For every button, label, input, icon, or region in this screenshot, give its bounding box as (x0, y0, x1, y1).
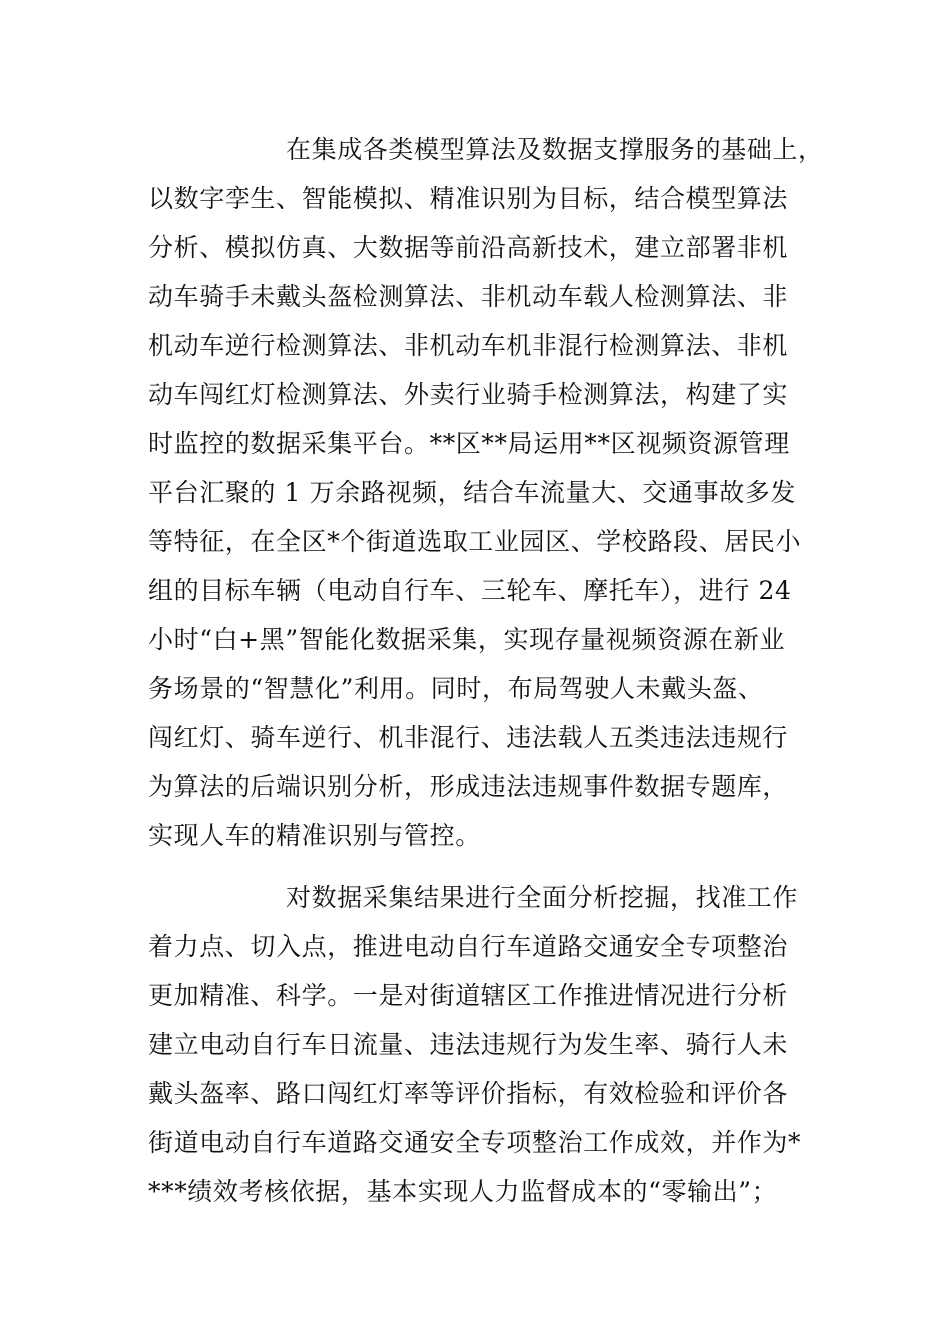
text-line: 机动车逆行检测算法、非机动车机非混行检测算法、非机 (148, 331, 789, 360)
text-line: 在集成各类模型算法及数据支撑服务的基础上， (286, 135, 824, 164)
text-line: ***绩效考核依据，基本实现人力监督成本的“零输出”； (148, 1177, 778, 1206)
text-line: 以数字孪生、智能模拟、精准识别为目标，结合模型算法 (148, 184, 789, 213)
text-line: 动车闯红灯检测算法、外卖行业骑手检测算法，构建了实 (148, 380, 789, 409)
text-line: 等特征，在全区*个街道选取工业园区、学校路段、居民小 (148, 527, 802, 556)
text-line: 分析、模拟仿真、大数据等前沿高新技术，建立部署非机 (148, 233, 789, 262)
text-line: 着力点、切入点，推进电动自行车道路交通安全专项整治 (148, 932, 789, 961)
text-line: 实现人车的精准识别与管控。 (148, 821, 481, 850)
text-line: 街道电动自行车道路交通安全专项整治工作成效，并作为* (148, 1128, 802, 1157)
text-line: 更加精准、科学。一是对街道辖区工作推进情况进行分析 (148, 981, 789, 1010)
text-line: 戴头盔率、路口闯红灯率等评价指标，有效检验和评价各 (148, 1079, 789, 1108)
text-line: 闯红灯、骑车逆行、机非混行、违法载人五类违法违规行 (148, 723, 789, 752)
text-line: 对数据采集结果进行全面分析挖掘，找准工作 (286, 883, 799, 912)
text-line: 务场景的“智慧化”利用。同时，布局驾驶人未戴头盔、 (148, 674, 764, 703)
text-line: 动车骑手未戴头盔检测算法、非机动车载人检测算法、非 (148, 282, 789, 311)
text-line: 为算法的后端识别分析，形成违法违规事件数据专题库， (148, 772, 789, 801)
text-line: 小时“白+黑”智能化数据采集，实现存量视频资源在新业 (148, 625, 786, 654)
text-line: 建立电动自行车日流量、违法违规行为发生率、骑行人未 (148, 1030, 789, 1059)
text-line: 组的目标车辆（电动自行车、三轮车、摩托车），进行 24 (148, 576, 792, 605)
text-line: 时监控的数据采集平台。**区**局运用**区视频资源管理 (148, 429, 790, 458)
text-line: 平台汇聚的 1 万余路视频，结合车流量大、交通事故多发 (148, 478, 797, 507)
